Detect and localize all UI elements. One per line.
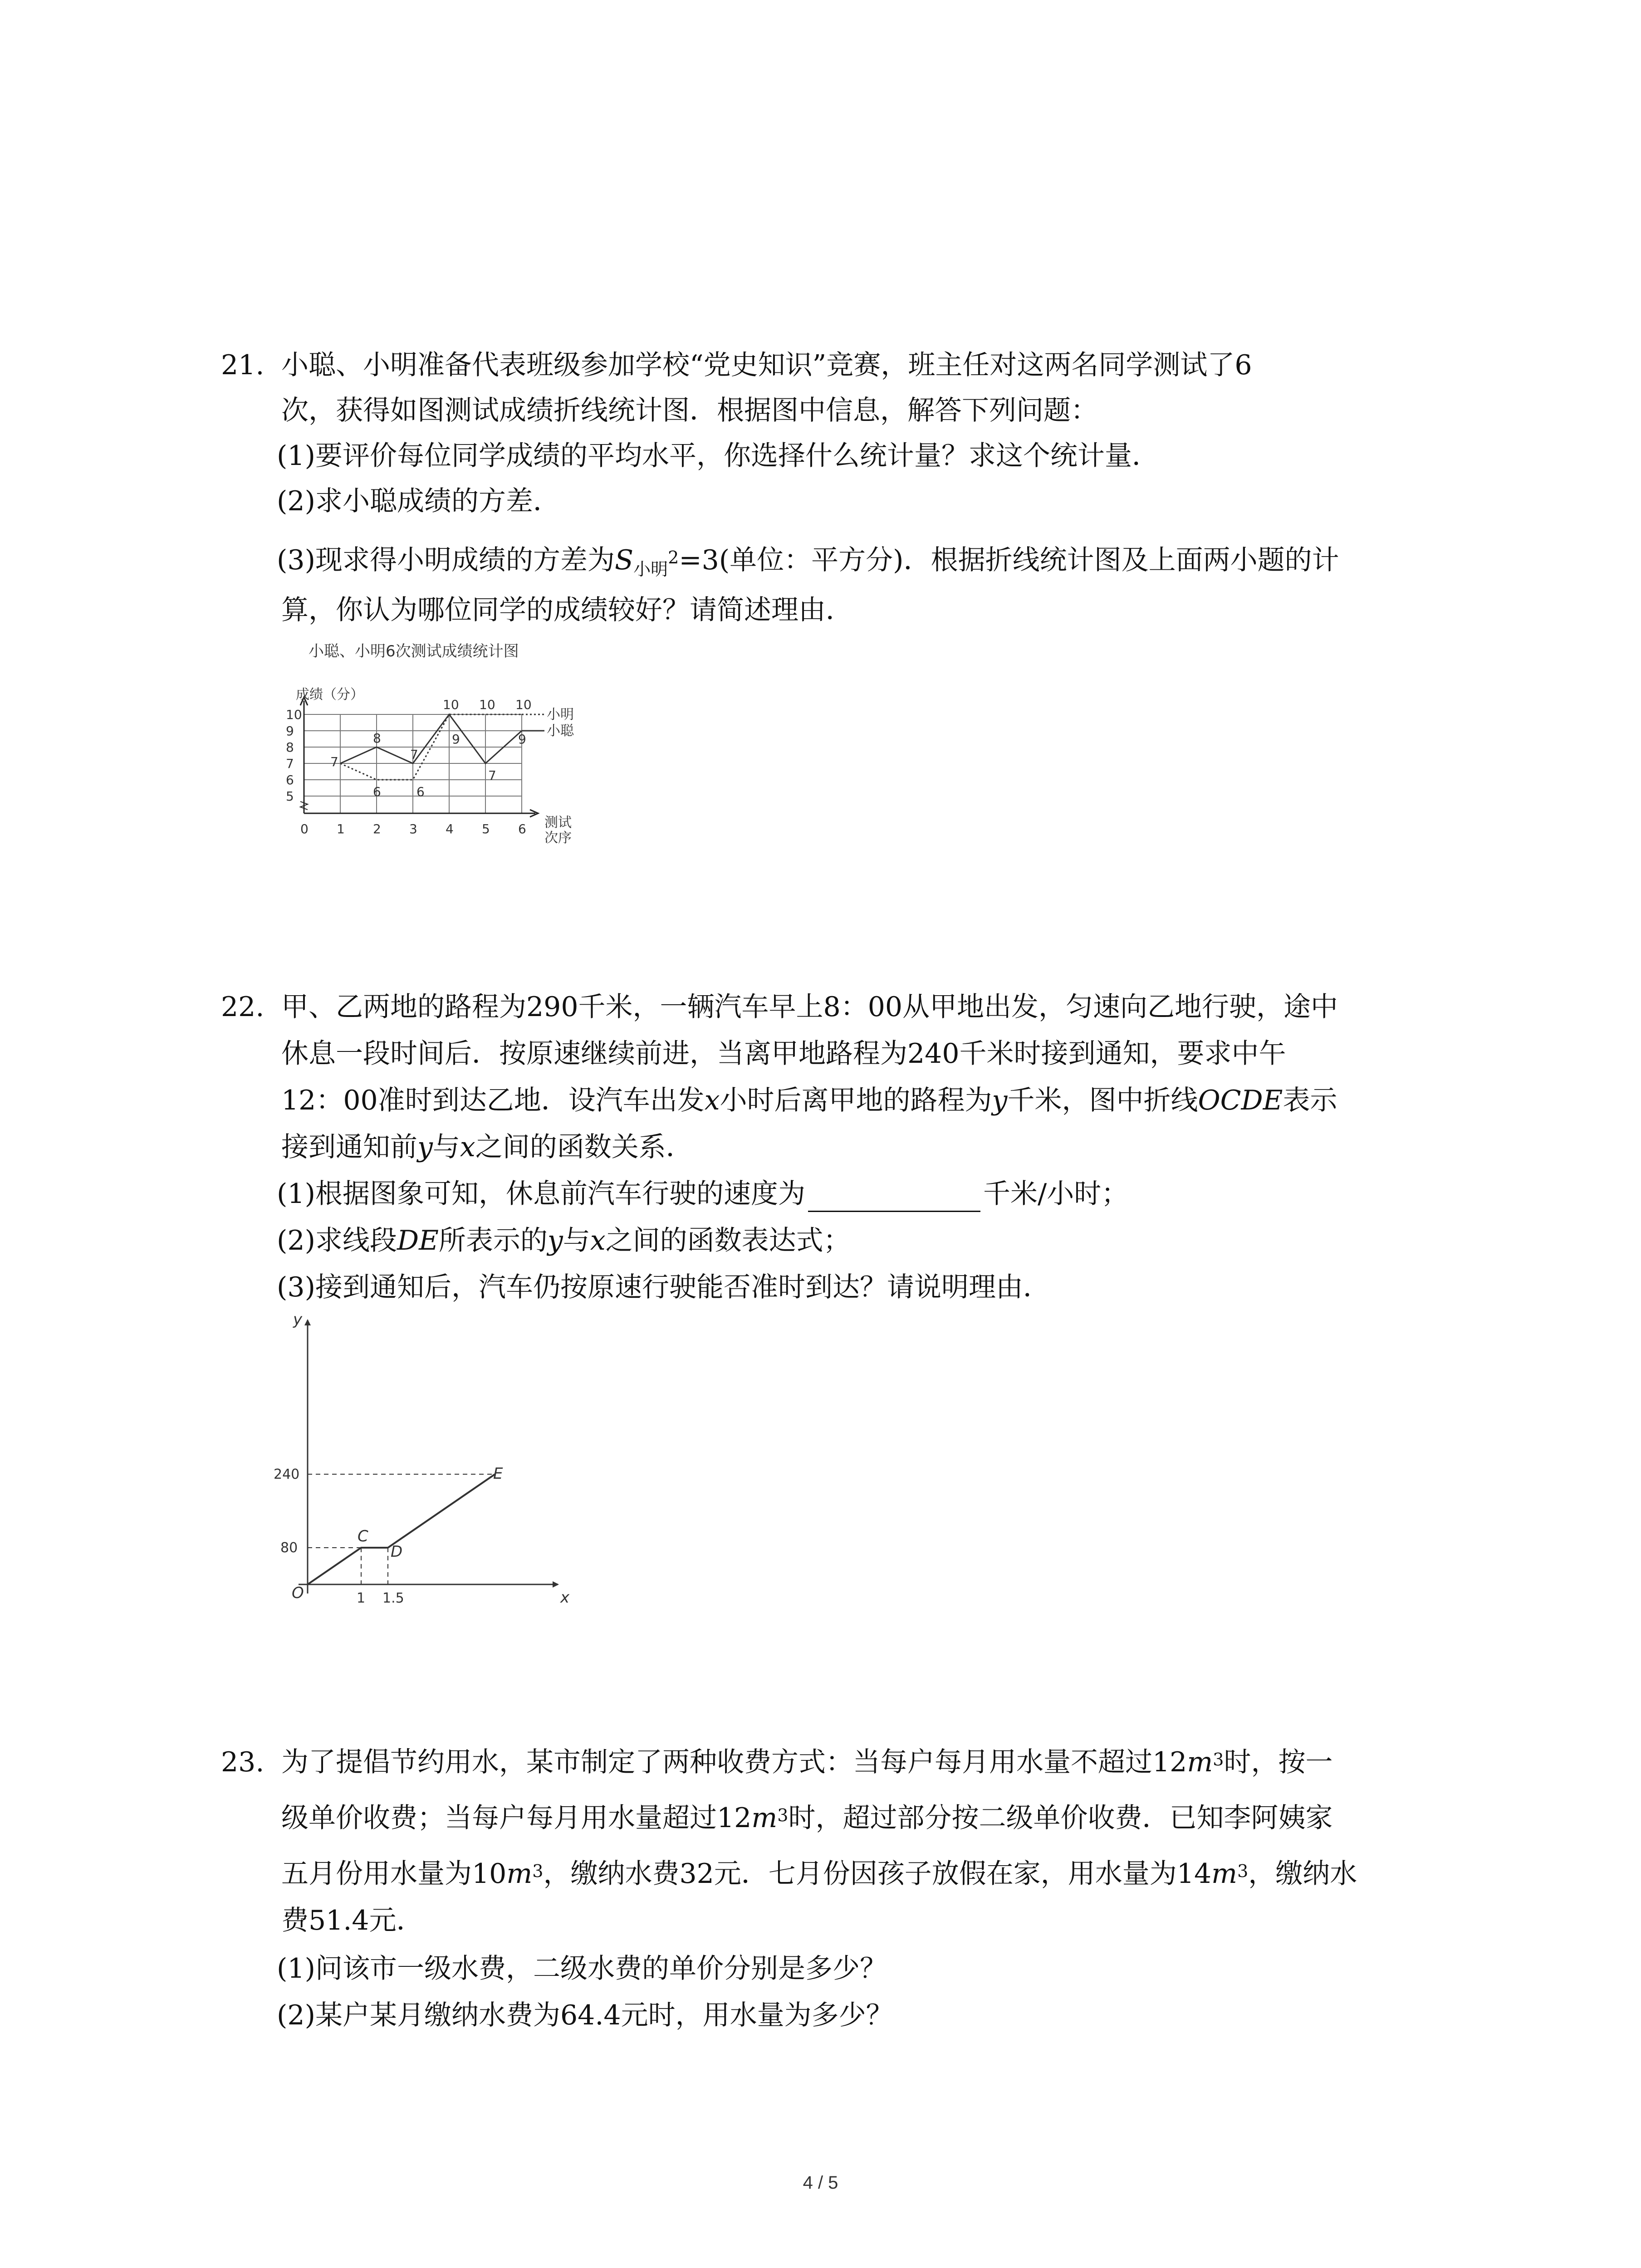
chart2-x-axis-label: x — [560, 1589, 570, 1607]
q22-line-3 — [281, 1082, 1337, 1119]
chart1-ytick: 5 — [286, 789, 294, 804]
q22-line-4 — [281, 1129, 693, 1165]
q23-line-2 — [281, 1800, 1332, 1836]
q23-line-1-b: 时，按一 — [1224, 1746, 1333, 1778]
chart2-point-e-label: E — [493, 1465, 503, 1483]
q21-line-1: 小聪、小明准备代表班级参加学校“党史知识”竞赛，班主任对这两名同学测试了6 — [281, 349, 1252, 381]
q21-part-3-pre: (3)现求得小明成绩的方差为 — [277, 544, 615, 576]
distance-time-graph — [263, 1311, 581, 1628]
q22-part-2-d: 之间的函数表达式； — [605, 1225, 851, 1256]
q22-part-2 — [277, 1222, 851, 1259]
q23-line-1-a: 为了提倡节约用水，某市制定了两种收费方式：当每户每月用水量不超过12 — [281, 1746, 1187, 1778]
q22-part-1-post: 千米/小时； — [983, 1178, 1129, 1210]
q22-part-1 — [277, 1176, 1128, 1212]
q23-line-3-m: m — [506, 1858, 533, 1890]
q21-part-3 — [277, 542, 1339, 587]
chart1-xtick: 1 — [337, 821, 345, 836]
q23-line-2-a: 级单价收费；当每户每月用水量超过12 — [281, 1802, 752, 1834]
score-line-chart — [268, 642, 631, 860]
q22-line-4-c: 之间的函数关系． — [475, 1131, 693, 1163]
chart2-series — [308, 1474, 495, 1584]
q22-part-3: (3)接到通知后，汽车仍按原速行驶能否准时到达？请说明理由． — [277, 1271, 1050, 1303]
q22-line-4-y: y — [417, 1131, 433, 1163]
q22-line-3-c: 千米，图中折线 — [1007, 1085, 1198, 1116]
q22-line-3-b: 小时后离甲地的路程为 — [720, 1085, 992, 1116]
chart1-point-label: 10 — [443, 697, 459, 712]
chart1-point-label: 6 — [416, 784, 425, 799]
chart1-ytick: 7 — [286, 756, 294, 771]
q23-part-2: (2)某户某月缴纳水费为64.4元时，用水量为多少？ — [277, 1999, 893, 2031]
q23-line-1 — [281, 1744, 1332, 1780]
q21-part-2: (2)求小聪成绩的方差． — [277, 485, 560, 517]
question-21-number: 21. — [221, 349, 265, 381]
chart1-ytick: 6 — [286, 772, 294, 787]
q22-part-2-x: x — [590, 1225, 606, 1256]
page-number: 4 / 5 — [803, 2173, 838, 2193]
q22-part-2-de: DE — [397, 1225, 439, 1256]
q23-line-4: 费51.4元． — [281, 1905, 424, 1936]
q22-line-2: 休息一段时间后．按原速继续前进，当离甲地路程为240千米时接到通知，要求中午 — [281, 1038, 1286, 1070]
chart2-y-axis-label: y — [293, 1310, 303, 1329]
chart1-point-label: 10 — [515, 697, 532, 712]
chart1-axis-break — [300, 802, 308, 810]
q22-line-4-b: 与 — [432, 1131, 460, 1163]
q23-line-3-a: 五月份用水量为10 — [281, 1858, 507, 1890]
q22-line-4-x: x — [460, 1131, 475, 1163]
chart1-series-xiaocong — [340, 714, 522, 763]
chart1-legend-label-xiaoming: 小明 — [547, 707, 574, 723]
chart1-xlabel-line-2: 次序 — [544, 830, 572, 846]
chart2-labels — [274, 1310, 570, 1607]
chart1-ytick: 10 — [286, 707, 302, 722]
chart1-point-label: 9 — [452, 732, 460, 747]
chart1-ytick: 8 — [286, 740, 294, 755]
q23-line-2-sup: 3 — [777, 1805, 789, 1825]
q22-part-2-y: y — [547, 1225, 563, 1256]
q22-part-2-a: (2)求线段 — [277, 1225, 397, 1256]
chart1-xlabel-line-1: 测试 — [544, 815, 572, 831]
chart2-line-ocde — [308, 1474, 495, 1584]
chart1-point-label: 7 — [330, 754, 338, 769]
chart1-point-label: 8 — [373, 731, 381, 746]
chart2-ytick: 240 — [274, 1466, 300, 1482]
chart1-xtick: 3 — [409, 821, 417, 836]
chart1-xtick: 0 — [300, 821, 309, 836]
q23-line-3-sup2: 3 — [1237, 1861, 1249, 1881]
q21-part-3-post: =3(单位：平方分)．根据折线统计图及上面两小题的计 — [679, 544, 1339, 576]
chart2-xtick: 1 — [357, 1590, 366, 1606]
q21-line-last: 算，你认为哪位同学的成绩较好？请简述理由． — [281, 594, 853, 626]
chart2-point-c-label: C — [358, 1527, 368, 1545]
variance-symbol: S — [615, 544, 634, 576]
q21-line-2: 次，获得如图测试成绩折线统计图．根据图中信息，解答下列问题： — [281, 395, 1098, 426]
chart1-point-label: 10 — [479, 697, 495, 712]
chart1-ylabel: 成绩（分） — [296, 687, 364, 703]
q22-line-4-a: 接到通知前 — [281, 1131, 417, 1163]
chart2-ytick: 80 — [280, 1540, 298, 1556]
answer-blank[interactable] — [808, 1184, 980, 1212]
chart1-xtick: 5 — [482, 821, 490, 836]
q22-part-2-b: 所表示的 — [438, 1225, 548, 1256]
chart1-xtick: 4 — [446, 821, 454, 836]
q22-line-3-a: 12：00准时到达乙地．设汽车出发 — [281, 1085, 705, 1116]
q23-line-1-sup: 3 — [1213, 1750, 1224, 1769]
chart2-point-d-label: D — [391, 1543, 403, 1561]
chart1-legend-label-xiaocong: 小聪 — [547, 723, 574, 739]
question-22-number: 22. — [221, 991, 265, 1023]
q22-line-3-y: y — [992, 1085, 1008, 1116]
q23-part-1: (1)问该市一级水费，二级水费的单价分别是多少？ — [277, 1953, 887, 1984]
chart1-title: 小聪、小明6次测试成绩统计图 — [309, 642, 519, 660]
variance-superscript: 2 — [668, 547, 679, 567]
q22-part-2-c: 与 — [563, 1225, 590, 1256]
chart1-point-label: 6 — [373, 784, 381, 799]
chart1-xtick: 2 — [373, 821, 381, 836]
chart1-point-label: 7 — [488, 768, 496, 783]
q21-part-1: (1)要评价每位同学成绩的平均水平，你选择什么统计量？求这个统计量． — [277, 440, 1159, 472]
q23-line-3-sup: 3 — [532, 1861, 544, 1881]
q23-line-2-b: 时，超过部分按二级单价收费．已知李阿姨家 — [788, 1802, 1333, 1834]
q23-line-3 — [281, 1856, 1357, 1892]
q22-line-3-d: 表示 — [1283, 1085, 1337, 1116]
q22-line-3-ocde: OCDE — [1198, 1085, 1283, 1116]
q23-line-3-m2: m — [1211, 1858, 1238, 1890]
q22-line-3-x: x — [704, 1085, 720, 1116]
q22-line-1: 甲、乙两地的路程为290千米，一辆汽车早上8：00从甲地出发，匀速向乙地行驶，途中 — [281, 991, 1338, 1023]
chart2-xtick: 1.5 — [382, 1590, 404, 1606]
q23-line-3-b: ，缴纳水费32元．七月份因孩子放假在家，用水量为14 — [543, 1858, 1212, 1890]
q23-line-3-c: ，缴纳水 — [1248, 1858, 1357, 1890]
chart1-point-label: 7 — [410, 747, 418, 762]
chart1-xtick: 6 — [518, 821, 526, 836]
q23-line-1-m: m — [1187, 1746, 1213, 1778]
chart1-point-label: 9 — [518, 732, 526, 747]
q23-line-2-m: m — [751, 1802, 778, 1834]
question-23-number: 23. — [221, 1746, 265, 1778]
chart1-ytick: 9 — [286, 723, 294, 738]
chart2-axes — [299, 1320, 558, 1593]
chart2-guides — [308, 1474, 495, 1584]
q22-part-1-pre: (1)根据图象可知，休息前汽车行驶的速度为 — [277, 1178, 805, 1210]
variance-subscript: 小明 — [633, 559, 668, 579]
chart1-xlabel — [544, 815, 576, 846]
chart2-origin-label: O — [292, 1584, 304, 1602]
